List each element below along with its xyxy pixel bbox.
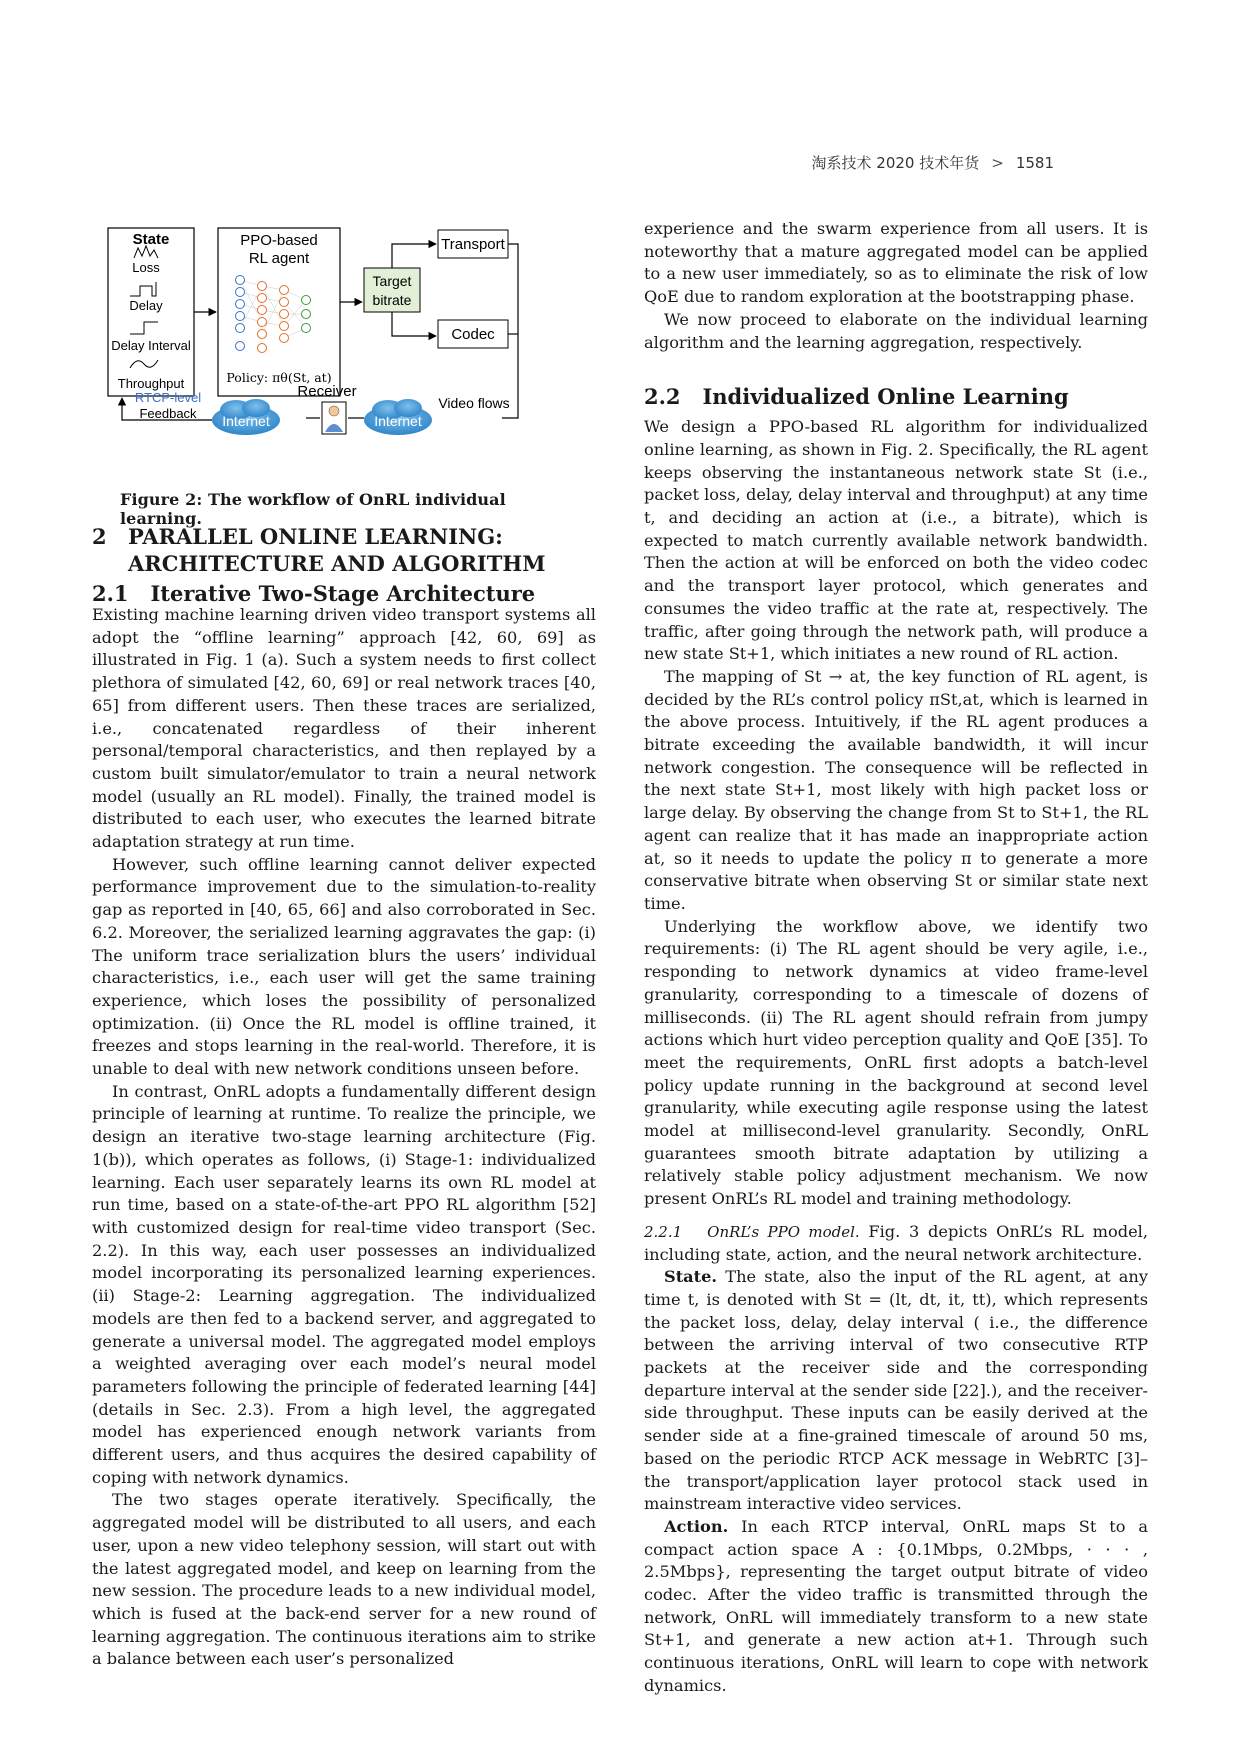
paragraph: experience and the swarm experience from all users. It is noteworthy that a mature aggregated model can be applied to a new user immediately, so as to eliminate the risk of low QoE due to random exploration at the bootstrapping phase. [644,219,1148,307]
agent-title-1: PPO-based [240,232,318,249]
figure-2-workflow [100,222,590,472]
paragraph: The two stages operate iteratively. Specifically, the aggregated model will be distributed to all users, and each user, upon a new video telephony session, will start out with the latest aggregated model, and keep on learning from the new session. The procedure leads to a new individual model, which is fused at the back-end server for a new round of learning aggregation. The continuous iterations aim to strike a balance between each user’s personalized [92,1490,596,1669]
transport-label: Transport [441,236,505,253]
state-item-loss: Loss [132,260,160,275]
workflow-diagram [100,222,590,472]
paragraph: However, such offline learning cannot deliver expected performance improvement due to the simulation-to-reality gap as reported in [40, 65, 66] and also corroborated in Sec. 6.2. Moreover, the serialized learning aggravates the gap: (i) The uniform trace serialization blurs the users’ individual characteristics, i.e., each user will get the same training experience, which loses the possibility of personalized optimization. (ii) Once the RL model is offline trained, it freezes and stops learning in the real-world. Therefore, it is unable to deal with new network conditions unseen before. [92,854,596,1079]
state-paragraph: State. The state, also the input of the RL agent, at any time t, is denoted with St = (lt, dt, it, tt), which represents the packet loss, delay, delay interval ( i.e., the difference between the arriving interval of two consecutive RTP packets at the receiver side and the corresponding departure interval at the sender side [22].), and the receiver-side throughput. These inputs can be easily derived at the sender side at a fine-grained timescale of around 50 ms, based on the periodic RTCP ACK message in WebRTC [3]– the transport/application layer protocol stack used in mainstream interactive video services. [644,1267,1149,1514]
receiver-person-icon [322,402,346,434]
action-paragraph: Action. In each RTCP interval, OnRL maps St to a compact action space A : {0.1Mbps, 0.2Mbps, · · · , 2.5Mbps}, representing the target output bitrate of video codec. After the video traffic is transmitted through the network, OnRL will immediately transform to a new state St+1, and generate a new action at+1. Through such continuous iterations, OnRL will learn to cope with network dynamics. [644,1516,1148,1695]
left-column [92,604,596,1671]
state-item-throughput: Throughput [117,376,185,391]
feedback-label-2: Feedback [139,406,197,421]
section-2-1-heading: 2.1 Iterative Two-Stage Architecture [92,581,536,606]
target-label-2: bitrate [372,292,412,308]
paragraph: Existing machine learning driven video transport systems all adopt the “offline learning” approach [42, 60, 69] as illustrated in Fig. 1 (a). Such a system needs to first collect plethora of simulated [42, 60, 69] or real network traces [40, 65] from different users. Then these traces are serialized, i.e., concatenated regardless of their inherent personal/temporal characteristics, and then replayed by a custom built simulator/emulator to train a neural network model (usually an RL model). Finally, the trained model is distributed to each user, who executes the learned bitrate adaptation strategy at run time. [92,605,596,852]
codec-label: Codec [451,326,495,343]
target-label-1: Target [372,273,412,289]
section-2-heading: 2 PARALLEL ONLINE LEARNING: ARCHITECTURE AND ALGORITHM [92,524,546,576]
state-item-delay: Delay [129,298,163,313]
feedback-label-1: RTCP-level [134,390,202,405]
figure-caption: Figure 2: The workflow of OnRL individual learning. [120,490,506,528]
paragraph: We now proceed to elaborate on the individual learning algorithm and the learning aggregation, respectively. [644,309,1148,352]
page-number: 1581 [1015,153,1054,172]
paragraph: The mapping of St → at, the key function of RL agent, is decided by the RL’s control policy πSt,at, which is learned in the above process. Intuitively, if the RL agent produces a bitrate exceeding the available bandwidth, it will incur network congestion. The consequence will be reflected in the next state St+1, most likely with high packet loss or large delay. By observing the change from St to St+1, the RL agent can realize that it has made an inappropriate action at, so it needs to update the policy π to generate a more conservative bitrate when observing St or similar state next time. [644,666,1148,913]
state-title: State [132,231,170,248]
paragraph: In contrast, OnRL adopts a fundamentally different design principle of learning at runtime. To realize the principle, we design an iterative two-stage learning architecture (Fig. 1(b)), which operates as follows, (i) Stage-1: individualized learning. Each user separately learns its own RL model at run time, based on a state-of-the-art PPO RL algorithm [52] with customized design for real-time video transport (Sec. 2.2). In this way, each user possesses an individualized model incorporating its personalized learning experiences. (ii) Stage-2: Learning aggregation. The individualized models are then fed to a backend server, and aggregated to generate a universal model. The aggregated model employs a weighted averaging over each model’s neural model parameters following the principle of federated learning [44] (details in Sec. 2.3). From a high level, the aggregated model has experienced enough network variants from different users, and thus acquires the desired capability of coping with network dynamics. [92,1081,596,1487]
subsection-2-2-1: 2.2.1 OnRL’s PPO model. Fig. 3 depicts OnRL’s RL model, including state, action, and the neural network architecture. [644,1221,1148,1264]
policy-label: Policy: πθ(St, at) [226,370,332,385]
publication-title: 淘系技术 2020 技术年货 [811,154,980,172]
agent-title-2: RL agent [248,250,310,267]
right-column [644,218,1148,1698]
internet-label-left: Internet [222,413,270,429]
section-2-2-heading: 2.2 Individualized Online Learning [644,384,1069,409]
running-header [812,152,1054,173]
state-item-delay-interval: Delay Interval [111,338,191,353]
header-separator: > [991,153,1004,172]
internet-label-right: Internet [374,413,422,429]
video-flows-label: Video flows [438,395,510,411]
paragraph: Underlying the workflow above, we identify two requirements: (i) The RL agent should be very agile, i.e., responding to network dynamics at video frame-level granularity, corresponding to a timescale of dozens of milliseconds. (ii) The RL agent should refrain from jumpy actions which hurt video perception quality and QoE [35]. To meet the requirements, OnRL first adopts a batch-level policy update running in the background at second level granularity, while executing agile response using the latest model at millisecond-level granularity. Secondly, OnRL guarantees smooth bitrate adaptation by utilizing a relatively stable policy adjustment mechanism. We now present OnRL’s RL model and training methodology. [644,916,1148,1209]
paragraph: We design a PPO-based RL algorithm for individualized online learning, as shown in Fig. 2. Specifically, the RL agent keeps observing the instantaneous network state St (i.e., packet loss, delay, delay interval and throughput) at any time t, and deciding an action at (i.e., a bitrate), which is expected to match currently available network bandwidth. Then the action at will be enforced on both the video codec and the transport layer protocol, which generates and consumes the video traffic at the rate at, respectively. The traffic, after going through the network path, will produce a new state St+1, which initiates a new round of RL action. [644,417,1148,664]
receiver-label: Receiver [297,383,357,400]
